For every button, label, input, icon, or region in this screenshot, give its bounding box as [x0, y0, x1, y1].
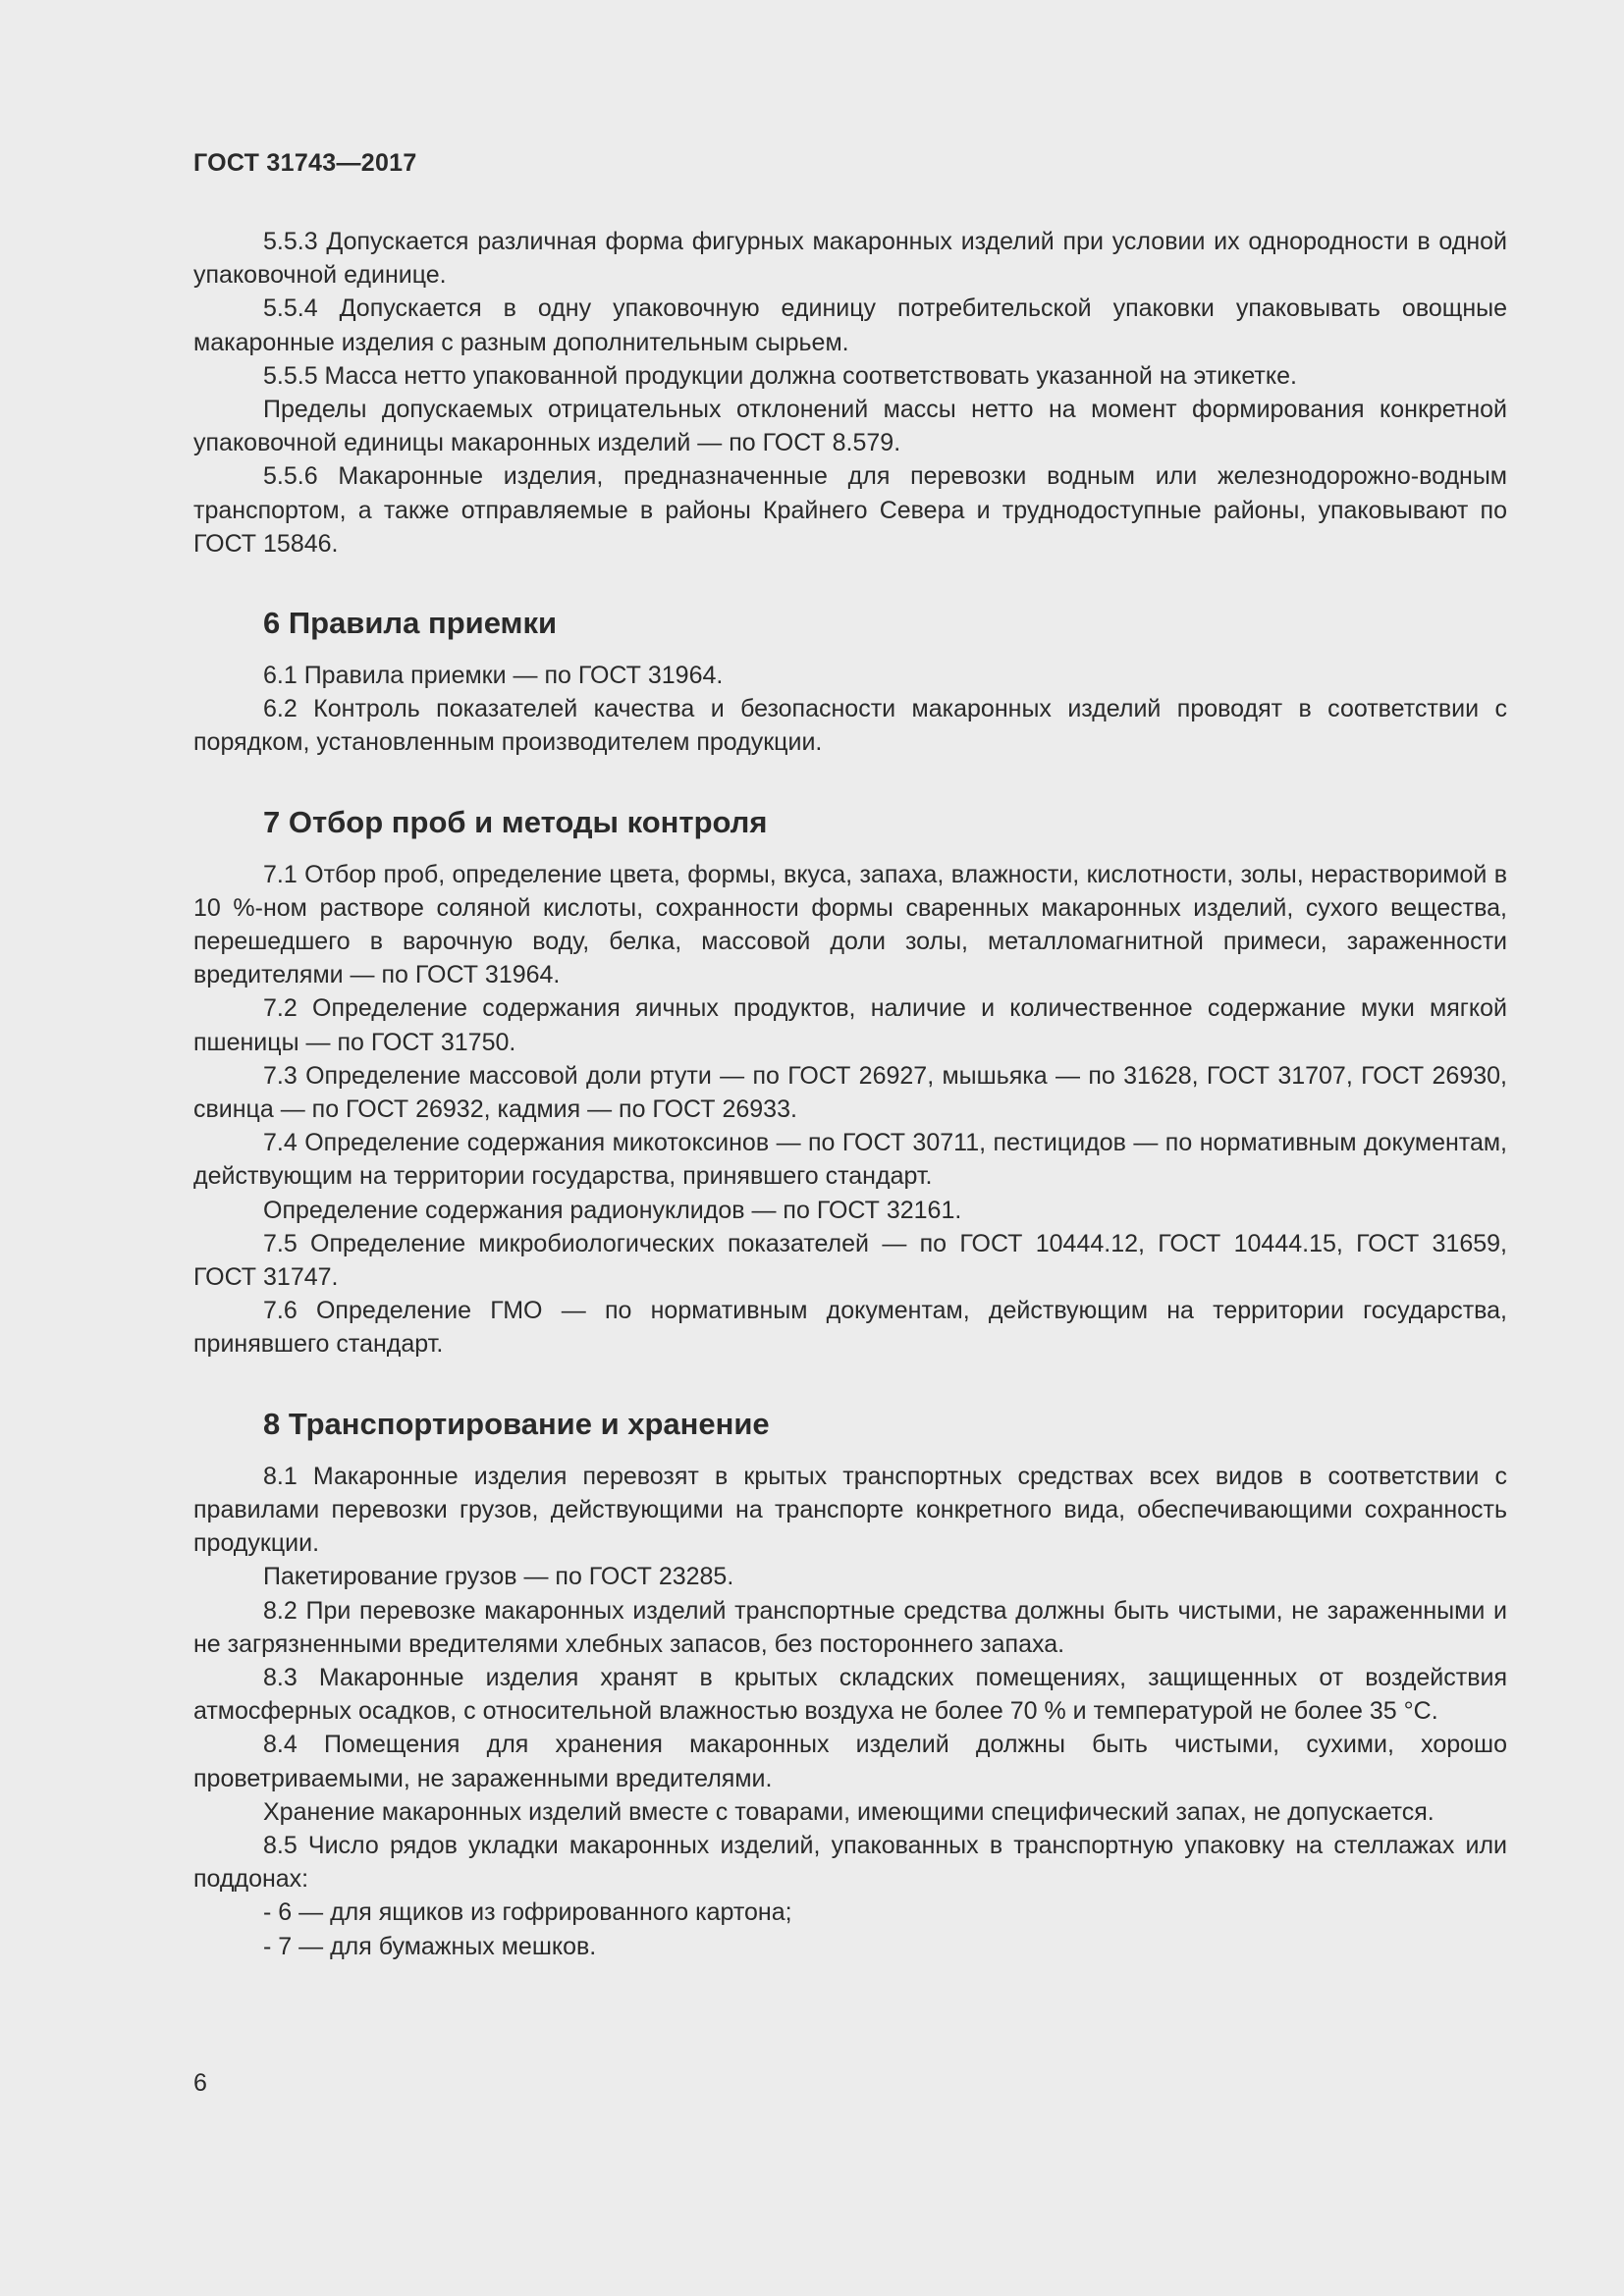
list-item: - 6 — для ящиков из гофрированного картона; [263, 1898, 792, 1927]
paragraph-7-6: 7.6 Определение ГМО — по нормативным документам, действующим на территории государства, принявшего стандарт. [193, 1297, 1507, 1359]
paragraph-5-5-5-limits: Пределы допускаемых отрицательных отклонений массы нетто на момент формирования конкретной упаковочной единицы макаронных изделий — по ГОСТ 8.579. [193, 396, 1507, 457]
paragraph-6-2: 6.2 Контроль показателей качества и безопасности макаронных изделий проводят в соответствии с порядком, установленным производителем продукции. [193, 695, 1507, 757]
list-item: - 7 — для бумажных мешков. [263, 1932, 597, 1960]
paragraph-8-4: 8.4 Помещения для хранения макаронных изделий должны быть чистыми, сухими, хорошо проветриваемыми, не зараженными вредителями. [193, 1731, 1507, 1792]
page-number: 6 [193, 2069, 207, 2097]
paragraph-7-3: 7.3 Определение массовой доли ртути — по ГОСТ 26927, мышьяка — по 31628, ГОСТ 31707, ГОСТ 26930, свинца — по ГОСТ 26932, кадмия — по ГОСТ 26933. [193, 1061, 1507, 1124]
paragraph-8-5: 8.5 Число рядов укладки макаронных изделий, упакованных в транспортную упаковку на стеллажах или поддонах: [193, 1831, 1507, 1894]
paragraph-5-5-6: 5.5.6 Макаронные изделия, предназначенные для перевозки водным или железнодорожно-водным транспортом, а также отправляемые в районы Крайнего Севера и труднодоступные районы, упаковывают по ГОСТ 15846. [193, 462, 1507, 558]
section-6-title: 6 Правила приемки [263, 606, 558, 641]
paragraph-5-5-3: 5.5.3 Допускается различная форма фигурных макаронных изделий при условии их однородности в одной упаковочной единице. [193, 228, 1507, 290]
paragraph-7-4-radionuclides: Определение содержания радионуклидов — по ГОСТ 32161. [263, 1196, 962, 1224]
paragraph-8-2: 8.2 При перевозке макаронных изделий транспортные средства должны быть чистыми, не зараженными и не загрязненными вредителями хлебных запасов, без постороннего запаха. [193, 1596, 1507, 1658]
paragraph-8-3: 8.3 Макаронные изделия хранят в крытых складских помещениях, защищенных от воздействия атмосферных осадков, с относительной влажностью воздуха не более 70 % и температурой не более 35 °С. [193, 1663, 1507, 1726]
paragraph-7-1: 7.1 Отбор проб, определение цвета, формы, вкуса, запаха, влажности, кислотности, золы, нерастворимой в 10 %-ном растворе соляной кислоты, сохранности формы сваренных макаронных изделий, сухого вещества, перешедшего в варочную воду, белка, массовой доли золы, металломагнитной примеси, зараженности вредителями — по ГОСТ 31964. [193, 860, 1507, 989]
section-8-title: 8 Транспортирование и хранение [263, 1406, 770, 1441]
paragraph-7-4: 7.4 Определение содержания микотоксинов — по ГОСТ 30711, пестицидов — по нормативным документам, действующим на территории государства, принявшего стандарт. [193, 1129, 1507, 1191]
paragraph-5-5-4: 5.5.4 Допускается в одну упаковочную единицу потребительской упаковки упаковывать овощные макаронные изделия с разным дополнительным сырьем. [193, 294, 1507, 356]
paragraph-5-5-5: 5.5.5 Масса нетто упакованной продукции должна соответствовать указанной на этикетке. [263, 361, 1297, 390]
paragraph-8-1-packaging: Пакетирование грузов — по ГОСТ 23285. [263, 1563, 734, 1591]
paragraph-6-1: 6.1 Правила приемки — по ГОСТ 31964. [263, 662, 724, 690]
section-7-title: 7 Отбор проб и методы контроля [263, 804, 768, 839]
paragraph-8-1: 8.1 Макаронные изделия перевозят в крытых транспортных средствах всех видов в соответствии с правилами перевозки грузов, действующими на транспорте конкретного вида, обеспечивающими сохранность продукции. [193, 1462, 1507, 1558]
paragraph-7-2: 7.2 Определение содержания яичных продуктов, наличие и количественное содержание муки мягкой пшеницы — по ГОСТ 31750. [193, 994, 1507, 1056]
document-header: ГОСТ 31743—2017 [193, 149, 417, 177]
paragraph-8-4-storage: Хранение макаронных изделий вместе с товарами, имеющими специфический запах, не допускается. [263, 1797, 1435, 1826]
document-body [193, 225, 1507, 1963]
paragraph-7-5: 7.5 Определение микробиологических показателей — по ГОСТ 10444.12, ГОСТ 10444.15, ГОСТ 31659, ГОСТ 31747. [193, 1229, 1507, 1292]
